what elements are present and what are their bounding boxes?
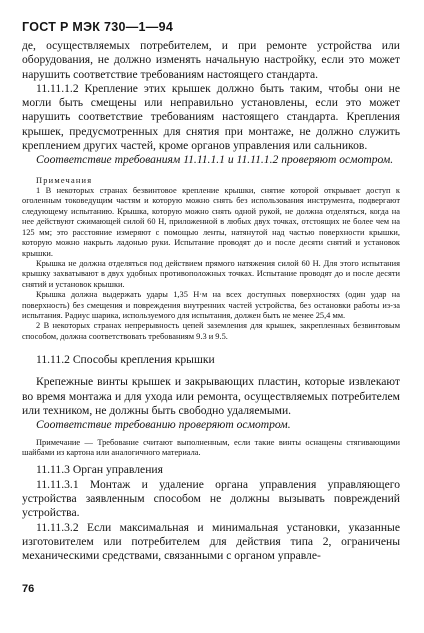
- clause-11-11-3-2: 11.11.3.2 Если максимальная и минимальная установки, указанные изготовителем или потребителем для действия типа 2, ограничены механическими средствами, связанными с органом управле-: [22, 520, 400, 563]
- note-single: Примечание — Требование считают выполненным, если такие винты оснащены стягивающими шайбами из картона или аналогичного материала.: [22, 437, 400, 458]
- clause-11-11-3-1: 11.11.3.1 Монтаж и удаление органа управления управляющего устройства заявленным способом не должны вызывать повреждений устройства.: [22, 477, 400, 520]
- note-1-tension-test: Крышка не должна отделяться под действием прямого натяжения силой 60 Н. Для этого испытания крышку захватывают в двух удобных противоположных точках. Испытание проводят до и после десяти снятий и установок крышки.: [22, 258, 400, 289]
- clause-11-11-3-heading: 11.11.3 Орган управления: [36, 463, 163, 477]
- compliance-check-1: Соответствие требованиям 11.11.1.1 и 11.11.1.2 проверяют осмотром.: [36, 153, 394, 167]
- note-1: 1 В некоторых странах безвинтовое крепление крышки, снятие которой открывает доступ к оголенным токоведущим частям и которую можно снять без использования инструмента, подвергают следующему испытанию. Крышка, которую можно снять одной рукой, не должна отделяться, когда на нее действуют сжимающей силой 60 Н, приложенной в любых двух точках, отстоящих не более чем на 125 мм; это расстояние измеряют с помощью ленты, натянутой над частью поверхности крышки, которую можно накрыть ладонью руки. Испытание проводят до и после десяти снятий и установок крышки.: [22, 186, 400, 258]
- compliance-check-2: Соответствие требованию проверяют осмотром.: [36, 418, 291, 432]
- clause-11-11-1-2: 11.11.1.2 Крепление этих крышек должно быть таким, чтобы они не могли быть смещены или неправильно установлены, если это может нарушить соответствие требованиям настоящего стандарта. Крепления крышек, предусмотренных для снятия при монтаже, не должно служить креплением других частей, кроме органов управления или сальников.: [22, 81, 400, 153]
- document-header: ГОСТ Р МЭК 730—1—94: [22, 20, 174, 34]
- note-2: 2 В некоторых странах непрерывность цепей заземления для крышек, закрепленных безвинтовым способом, должна соответствовать требованиям 9.3 и 9.5.: [22, 321, 400, 341]
- page-body: [22, 39, 400, 564]
- clause-11-11-2-text: Крепежные винты крышек и закрывающих пластин, которые извлекают во время монтажа и для ухода или ремонта, осуществляемых потребителем или техником, не должны быть свободно удаляемыми.: [22, 375, 400, 418]
- clause-11-11-2-heading: 11.11.2 Способы крепления крышки: [36, 353, 215, 367]
- page-number: 76: [22, 583, 35, 595]
- notes-heading: Примечания: [36, 175, 93, 185]
- paragraph-continuation: де, осуществляемых потребителем, и при ремонте устройства или оборудования, не должно изменять начальную настройку, если это может нарушить соответствие требованиям настоящего стандарта.: [22, 39, 400, 81]
- note-1-impact-test: Крышка должна выдержать удары 1,35 Н·м на всех доступных поверхностях (один удар на поверхность) без смещения и повреждения внутренних частей устройства, без остановки работы из-за испытания. Радиус шарика, используемого для испытания, должен быть не менее 25,4 мм.: [22, 290, 400, 320]
